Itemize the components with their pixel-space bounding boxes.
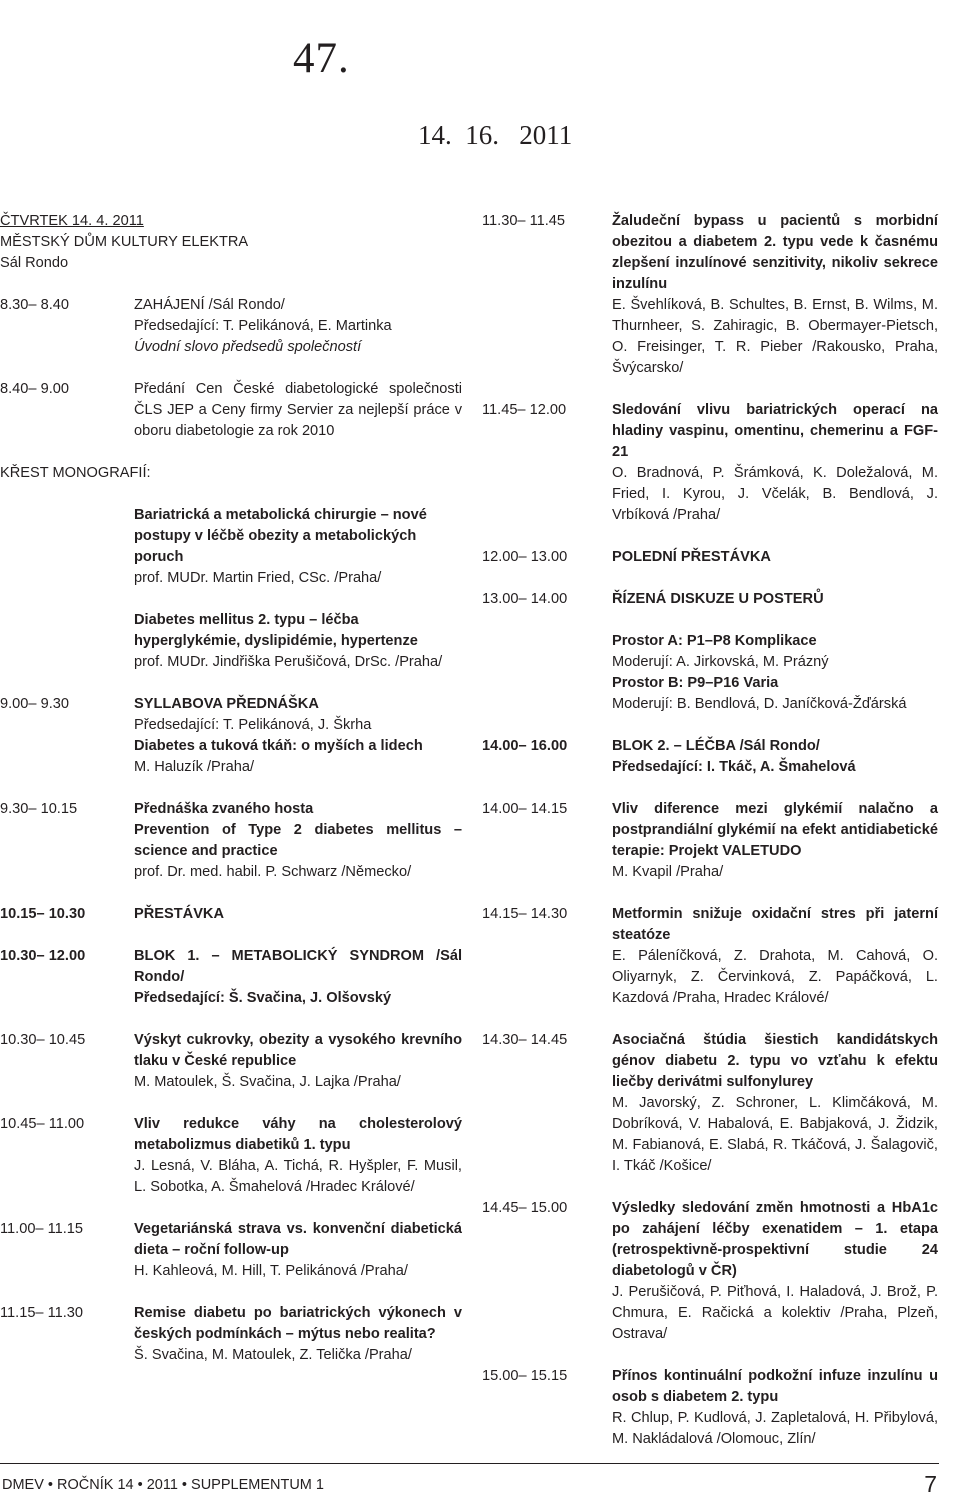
monograph-author: prof. MUDr. Jindřiška Perušičová, DrSc. /Praha/	[134, 654, 443, 670]
program-item	[0, 379, 462, 442]
item-time: 11.30– 11.45	[482, 213, 566, 229]
poster-room-a: Prostor A: P1–P8 Komplikace	[612, 633, 817, 649]
item-text: Předání Cen České diabetologické společnosti ČLS JEP a Ceny firmy Servier za nejlepší práce v oboru diabetologie za rok 2010	[134, 381, 462, 439]
program-right-column	[482, 211, 938, 1450]
item-chair: Předsedající: I. Tkáč, A. Šmahelová	[612, 759, 856, 775]
issue-number: 47.	[293, 35, 350, 82]
program-item	[482, 400, 938, 526]
item-author: M. Kvapil /Praha/	[612, 864, 724, 880]
item-title: POLEDNÍ PŘESTÁVKA	[612, 549, 771, 565]
program-item	[482, 1366, 938, 1450]
item-title: SYLLABOVA PŘEDNÁŠKA	[134, 696, 319, 712]
poster-room-b-moderators: Moderují: B. Bendlová, D. Janíčková-Žďárská	[612, 696, 907, 712]
item-time: 11.15– 11.30	[0, 1305, 84, 1321]
item-talk: Prevention of Type 2 diabetes mellitus – science and practice	[134, 822, 462, 859]
item-talk: Remise diabetu po bariatrických výkonech v českých podmínkách – mýtus nebo realita?	[134, 1305, 462, 1342]
program-item	[482, 1198, 938, 1345]
program-item	[482, 736, 938, 778]
monograph-entry	[0, 610, 462, 673]
item-talk: Asociačná štúdia šiestich kandidátskych génov diabetu 2. typu vo vzťahu k efektu liečby derivátmi sulfonylurey	[612, 1032, 938, 1090]
item-author: Š. Svačina, M. Matoulek, Z. Telička /Praha/	[134, 1347, 412, 1363]
day-title: ČTVRTEK 14. 4. 2011	[0, 213, 144, 229]
item-talk: Žaludeční bypass u pacientů s morbidní obezitou a diabetem 2. typu vede k časnému zlepšení inzulínové senzitivity, nikoliv sekrece inzulínu	[612, 213, 938, 292]
program-item	[482, 904, 938, 1009]
item-talk: Přínos kontinuální podkožní infuze inzulínu u osob s diabetem 2. typu	[612, 1368, 938, 1405]
program-item	[0, 1114, 462, 1198]
item-time: 9.00– 9.30	[0, 696, 69, 712]
item-author: M. Javorský, Z. Schroner, L. Klimčáková, M. Dobríková, V. Habalová, E. Babjaková, J. Židzik, M. Fabianová, E. Slabá, R. Tkáčová, J. Šalagovič, I. Tkáč /Košice/	[612, 1095, 938, 1174]
item-note: Úvodní slovo předsedů společností	[134, 339, 362, 355]
program-item	[482, 1030, 938, 1177]
item-chair: Předsedající: T. Pelikánová, E. Martinka	[134, 318, 392, 334]
item-time: 14.00– 14.15	[482, 801, 568, 817]
item-author: H. Kahleová, M. Hill, T. Pelikánová /Praha/	[134, 1263, 408, 1279]
day-heading	[0, 211, 462, 274]
program-item	[0, 904, 462, 925]
item-time: 8.30– 8.40	[0, 297, 69, 313]
program-item	[0, 1030, 462, 1093]
item-author: E. Švehlíková, B. Schultes, B. Ernst, B. Wilms, M. Thurnheer, S. Zahiragic, B. Obermayer-Pietsch, O. Freisinger, T. R. Pieber /Rakousko, Praha, Švýcarsko/	[612, 297, 938, 376]
item-author: O. Bradnová, P. Šrámková, K. Doležalová, M. Fried, I. Kyrou, J. Včelák, B. Bendlová, J. Vrbíková /Praha/	[612, 465, 938, 523]
item-time: 10.45– 11.00	[0, 1116, 85, 1132]
congress-dates: 14. 16. 2011	[418, 120, 573, 150]
item-title: BLOK 1. – METABOLICKÝ SYNDROM /Sál Rondo/	[134, 948, 462, 985]
program-item	[482, 799, 938, 883]
item-talk: Výsledky sledování změn hmotnosti a HbA1c po zahájení léčby exenatidem – 1. etapa (retrospektivně-prospektivní studie 24 diabetologů v ČR)	[612, 1200, 938, 1279]
item-talk: Výskyt cukrovky, obezity a vysokého krevního tlaku v České republice	[134, 1032, 462, 1069]
program-left-column	[0, 211, 462, 1366]
program-item	[0, 799, 462, 883]
item-time: 12.00– 13.00	[482, 549, 568, 565]
item-chair: Předsedající: Š. Svačina, J. Olšovský	[134, 990, 392, 1006]
poster-room-a-moderators: Moderují: A. Jirkovská, M. Prázný	[612, 654, 829, 670]
item-time: 10.30– 10.45	[0, 1032, 86, 1048]
item-author: J. Perušičová, P. Piťhová, I. Haladová, J. Brož, P. Chmura, E. Račická a kolektiv /Praha, Plzeň, Ostrava/	[612, 1284, 938, 1342]
item-talk: Vegetariánská strava vs. konvenční diabetická dieta – roční follow-up	[134, 1221, 462, 1258]
item-title: PŘESTÁVKA	[134, 906, 225, 922]
program-item	[0, 946, 462, 1009]
item-title: ZAHÁJENÍ /Sál Rondo/	[134, 297, 285, 313]
page-footer	[0, 1463, 939, 1497]
item-talk: Diabetes a tuková tkáň: o myších a lidech	[134, 738, 423, 754]
item-time: 10.30– 12.00	[0, 948, 86, 964]
item-time: 8.40– 9.00	[0, 381, 69, 397]
monograph-entry	[0, 505, 462, 589]
item-talk: Metformin snižuje oxidační stres při jaterní steatóze	[612, 906, 938, 943]
item-author: R. Chlup, P. Kudlová, J. Zapletalová, H. Přibylová, M. Nakládalová /Olomouc, Zlín/	[612, 1410, 938, 1447]
item-author: E. Páleníčková, Z. Drahota, M. Cahová, O. Oliyarnyk, Z. Červinková, Z. Papáčková, L. Kazdová /Praha, Hradec Králové/	[612, 948, 938, 1006]
item-talk: Vliv diference mezi glykémií nalačno a postprandiální glykémií na efekt antidiabetické terapie: Projekt VALETUDO	[612, 801, 938, 859]
item-time: 10.15– 10.30	[0, 906, 86, 922]
program-item	[0, 1303, 462, 1366]
poster-room-b: Prostor B: P9–P16 Varia	[612, 675, 779, 691]
item-author: M. Haluzík /Praha/	[134, 759, 255, 775]
page-number: 7	[924, 1471, 937, 1497]
venue-name: MĚSTSKÝ DŮM KULTURY ELEKTRA	[0, 234, 249, 250]
item-author: prof. Dr. med. habil. P. Schwarz /Německo/	[134, 864, 412, 880]
item-time: 11.45– 12.00	[482, 402, 567, 418]
monograph-author: prof. MUDr. Martin Fried, CSc. /Praha/	[134, 570, 382, 586]
program-item	[0, 694, 462, 778]
program-item	[482, 211, 938, 379]
item-chair: Předsedající: T. Pelikánová, J. Škrha	[134, 717, 372, 733]
item-title: Přednáška zvaného hosta	[134, 801, 314, 817]
item-author: M. Matoulek, Š. Svačina, J. Lajka /Praha/	[134, 1074, 401, 1090]
item-title: ŘÍZENÁ DISKUZE U POSTERŮ	[612, 591, 824, 607]
program-item	[0, 295, 462, 358]
item-time: 14.15– 14.30	[482, 906, 568, 922]
monograph-title: Diabetes mellitus 2. typu – léčba hyperglykémie, dyslipidémie, hypertenze	[134, 612, 418, 649]
item-talk: Vliv redukce váhy na cholesterolový metabolizmus diabetiků 1. typu	[134, 1116, 462, 1153]
item-time: 9.30– 10.15	[0, 801, 78, 817]
journal-info: DMEV • ROČNÍK 14 • 2011 • SUPPLEMENTUM 1	[2, 1477, 324, 1493]
monograph-title: Bariatrická a metabolická chirurgie – nové postupy v léčbě obezity a metabolických poruch	[134, 507, 427, 565]
item-time: 13.00– 14.00	[482, 591, 568, 607]
program-item	[482, 547, 938, 568]
item-time: 11.00– 11.15	[0, 1221, 84, 1237]
item-time: 14.00– 16.00	[482, 738, 568, 754]
item-talk: Sledování vlivu bariatrických operací na hladiny vaspinu, omentinu, chemerinu a FGF-21	[612, 402, 938, 460]
monographs-label: KŘEST MONOGRAFIÍ:	[0, 465, 151, 481]
item-author: J. Lesná, V. Bláha, A. Tichá, R. Hyšpler, F. Musil, L. Sobotka, A. Šmahelová /Hradec Králové/	[134, 1158, 462, 1195]
program-item	[0, 1219, 462, 1282]
item-time: 14.30– 14.45	[482, 1032, 568, 1048]
program-item	[482, 589, 938, 715]
item-time: 14.45– 15.00	[482, 1200, 568, 1216]
item-title: BLOK 2. – LÉČBA /Sál Rondo/	[612, 738, 820, 754]
hall-name: Sál Rondo	[0, 255, 69, 271]
item-time: 15.00– 15.15	[482, 1368, 568, 1384]
